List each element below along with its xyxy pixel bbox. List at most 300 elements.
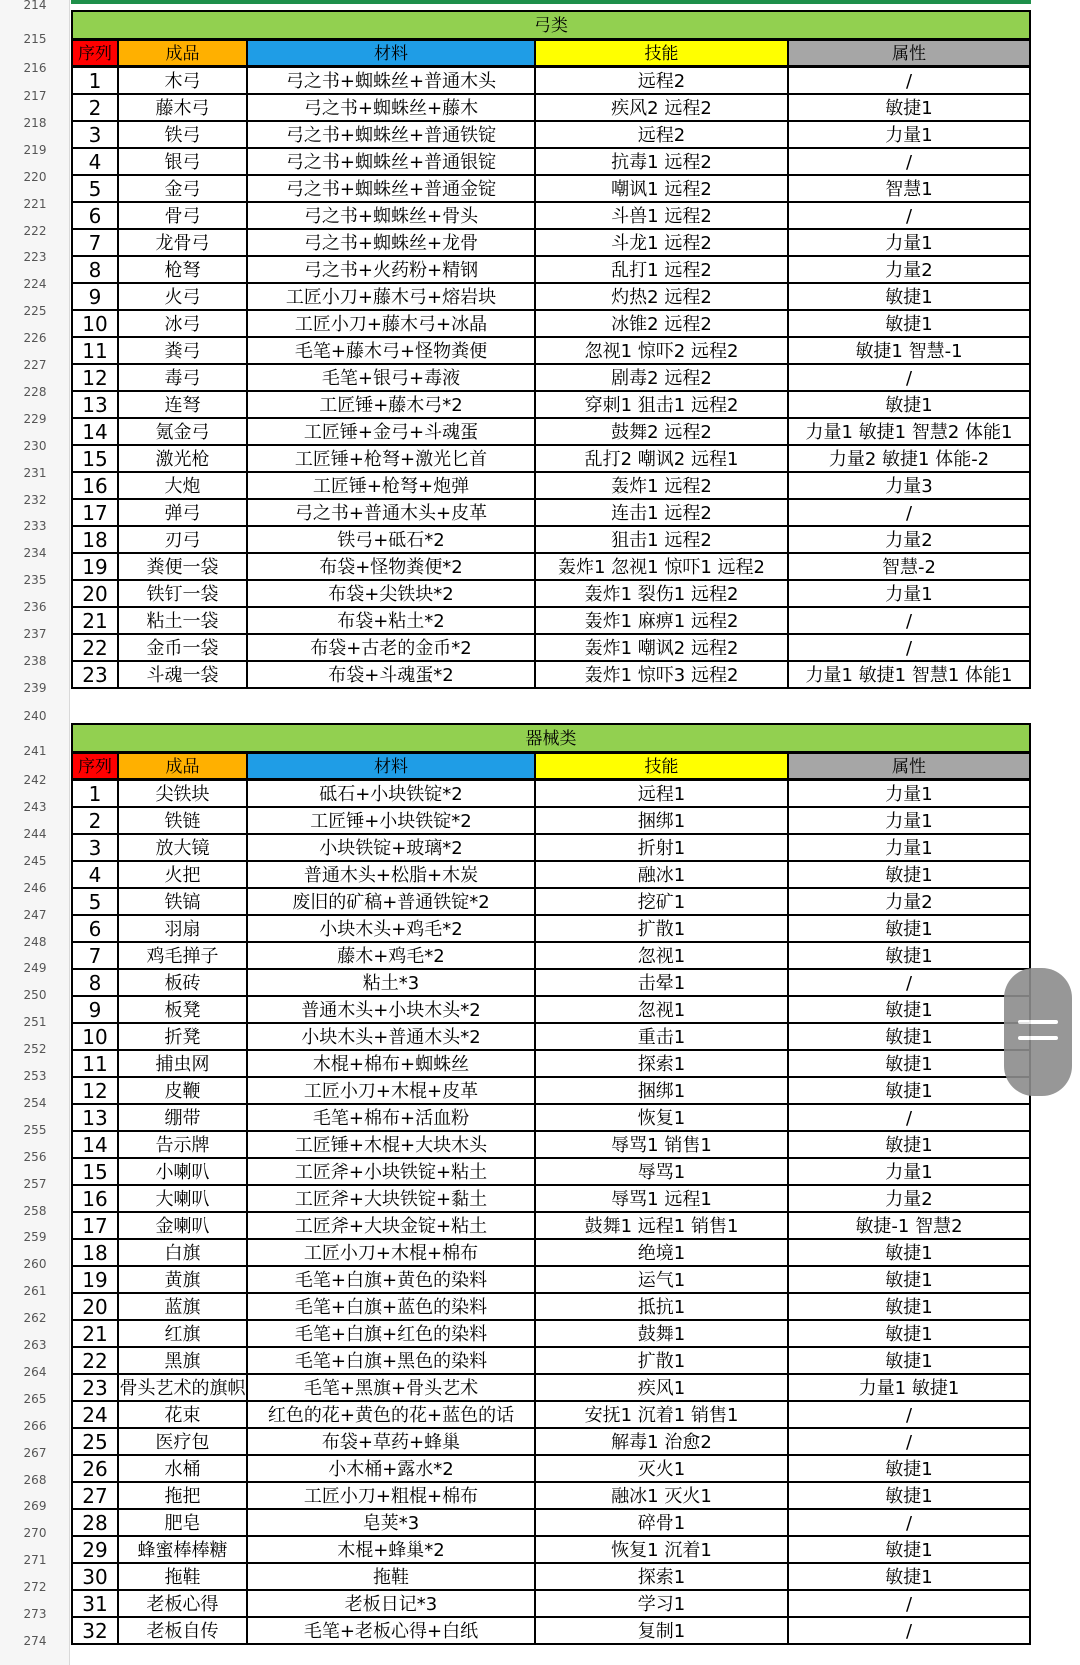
cell-attribute[interactable]: 力量2 [885, 530, 933, 551]
cell-seq[interactable]: 12 [73, 365, 119, 390]
cell-material[interactable]: 工匠小刀+木棍+棉布 [248, 1240, 536, 1265]
header-skill[interactable]: 技能 [536, 41, 789, 65]
cell-skill[interactable]: 嘲讽1 远程2 [536, 176, 789, 201]
cell-attribute[interactable]: / [905, 152, 913, 173]
cell-attribute[interactable]: / [905, 503, 913, 524]
row-number[interactable]: 268 [23, 1472, 47, 1487]
cell-attribute[interactable]: 力量2 [885, 892, 933, 913]
cell-seq[interactable]: 12 [73, 1078, 119, 1103]
cell-material[interactable]: 工匠锤+藤木弓*2 [248, 392, 536, 417]
row-number[interactable]: 255 [23, 1122, 47, 1137]
cell-skill[interactable]: 轰炸1 嘲讽2 远程2 [536, 635, 789, 660]
cell-attribute[interactable]: 敏捷1 [885, 1567, 933, 1588]
section-title[interactable]: 器械类 [71, 723, 1031, 754]
cell-seq[interactable]: 13 [73, 1105, 119, 1130]
cell-product[interactable]: 蜂蜜棒棒糖 [119, 1537, 248, 1562]
cell-attribute[interactable]: 力量1 [885, 125, 933, 146]
cell-skill[interactable]: 忽视1 [536, 997, 789, 1022]
cell-seq[interactable]: 14 [73, 1132, 119, 1157]
cell-attribute[interactable]: 力量1 [885, 1162, 933, 1183]
cell-skill[interactable]: 复制1 [536, 1618, 789, 1643]
cell-skill[interactable]: 挖矿1 [536, 889, 789, 914]
row-number[interactable]: 266 [23, 1418, 47, 1433]
cell-attribute[interactable]: / [905, 368, 913, 389]
cell-material[interactable]: 皂荚*3 [248, 1510, 536, 1535]
cell-attribute[interactable]: 力量1 [885, 811, 933, 832]
cell-product[interactable]: 尖铁块 [119, 781, 248, 806]
cell-material[interactable]: 拖鞋 [248, 1564, 536, 1589]
row-number[interactable]: 260 [23, 1257, 47, 1272]
row-number[interactable]: 250 [23, 988, 47, 1003]
cell-product[interactable]: 小喇叭 [119, 1159, 248, 1184]
cell-skill[interactable]: 鼓舞2 远程2 [536, 419, 789, 444]
cell-material[interactable]: 布袋+古老的金币*2 [248, 635, 536, 660]
cell-seq[interactable]: 6 [73, 916, 119, 941]
cell-material[interactable]: 工匠斧+小块铁锭+粘土 [248, 1159, 536, 1184]
cell-product[interactable]: 连弩 [119, 392, 248, 417]
section-title[interactable]: 弓类 [71, 10, 1031, 41]
row-number[interactable]: 272 [23, 1580, 47, 1595]
cell-skill[interactable]: 融冰1 灭火1 [536, 1483, 789, 1508]
cell-seq[interactable]: 2 [73, 95, 119, 120]
cell-material[interactable]: 布袋+尖铁块*2 [248, 581, 536, 606]
cell-attribute[interactable]: 力量1 [885, 584, 933, 605]
cell-seq[interactable]: 18 [73, 527, 119, 552]
cell-material[interactable]: 小块铁锭+玻璃*2 [248, 835, 536, 860]
cell-attribute[interactable]: 力量1 [885, 784, 933, 805]
cell-seq[interactable]: 16 [73, 473, 119, 498]
cell-seq[interactable]: 30 [73, 1564, 119, 1589]
row-number[interactable]: 227 [23, 358, 47, 372]
cell-material[interactable]: 工匠小刀+藤木弓+冰晶 [248, 311, 536, 336]
cell-attribute[interactable]: 力量1 敏捷1 智慧1 体能1 [805, 665, 1013, 686]
cell-material[interactable]: 工匠小刀+藤木弓+熔岩块 [248, 284, 536, 309]
cell-product[interactable]: 冰弓 [119, 311, 248, 336]
row-number[interactable]: 229 [23, 411, 47, 426]
cell-skill[interactable]: 鼓舞1 [536, 1321, 789, 1346]
cell-material[interactable]: 毛笔+白旗+蓝色的染料 [248, 1294, 536, 1319]
cell-skill[interactable]: 抗毒1 远程2 [536, 149, 789, 174]
cell-product[interactable]: 藤木弓 [119, 95, 248, 120]
cell-material[interactable]: 毛笔+银弓+毒液 [248, 365, 536, 390]
cell-seq[interactable]: 21 [73, 1321, 119, 1346]
row-number[interactable]: 241 [23, 744, 47, 758]
cell-skill[interactable]: 探索1 [536, 1564, 789, 1589]
cell-material[interactable]: 工匠锤+枪弩+炮弹 [248, 473, 536, 498]
cell-attribute[interactable]: / [905, 1621, 913, 1642]
cell-product[interactable]: 铁弓 [119, 122, 248, 147]
cell-product[interactable]: 骨弓 [119, 203, 248, 228]
cell-seq[interactable]: 5 [73, 889, 119, 914]
cell-attribute[interactable]: 敏捷1 [885, 946, 933, 967]
cell-skill[interactable]: 轰炸1 麻痹1 远程2 [536, 608, 789, 633]
cell-seq[interactable]: 15 [73, 446, 119, 471]
cell-skill[interactable]: 疾风2 远程2 [536, 95, 789, 120]
row-number[interactable]: 234 [23, 546, 47, 561]
cell-attribute[interactable]: 力量1 [885, 233, 933, 254]
cell-skill[interactable]: 安抚1 沉着1 销售1 [536, 1402, 789, 1427]
cell-product[interactable]: 鸡毛掸子 [119, 943, 248, 968]
cell-seq[interactable]: 3 [73, 122, 119, 147]
cell-skill[interactable]: 运气1 [536, 1267, 789, 1292]
cell-attribute[interactable]: 敏捷1 [885, 1054, 933, 1075]
row-number[interactable]: 259 [23, 1230, 47, 1245]
cell-attribute[interactable]: 敏捷1 [885, 1135, 933, 1156]
cell-material[interactable]: 工匠锤+枪弩+激光匕首 [248, 446, 536, 471]
cell-product[interactable]: 龙骨弓 [119, 230, 248, 255]
cell-seq[interactable]: 31 [73, 1591, 119, 1616]
row-number[interactable]: 253 [23, 1069, 47, 1083]
cell-attribute[interactable]: 敏捷1 [885, 1000, 933, 1021]
cell-material[interactable]: 红色的花+黄色的花+蓝色的话 [248, 1402, 536, 1427]
cell-skill[interactable]: 远程2 [536, 122, 789, 147]
cell-product[interactable]: 铁镐 [119, 889, 248, 914]
cell-attribute[interactable]: 力量1 敏捷1 智慧2 体能1 [805, 422, 1013, 443]
cell-seq[interactable]: 1 [73, 781, 119, 806]
cell-product[interactable]: 毒弓 [119, 365, 248, 390]
cell-seq[interactable]: 23 [73, 1375, 119, 1400]
row-number[interactable]: 258 [23, 1203, 47, 1218]
cell-material[interactable]: 毛笔+白旗+红色的染料 [248, 1321, 536, 1346]
cell-attribute[interactable]: 敏捷1 [885, 287, 933, 308]
cell-skill[interactable]: 穿刺1 狙击1 远程2 [536, 392, 789, 417]
cell-skill[interactable]: 鼓舞1 远程1 销售1 [536, 1213, 789, 1238]
cell-attribute[interactable]: 敏捷1 [885, 1540, 933, 1561]
row-number[interactable]: 265 [23, 1391, 47, 1406]
cell-skill[interactable]: 连击1 远程2 [536, 500, 789, 525]
cell-product[interactable]: 老板自传 [119, 1618, 248, 1643]
cell-material[interactable]: 木棍+蜂巢*2 [248, 1537, 536, 1562]
row-number[interactable]: 262 [23, 1311, 47, 1326]
cell-product[interactable]: 拖把 [119, 1483, 248, 1508]
row-number[interactable]: 274 [23, 1633, 47, 1648]
row-number[interactable]: 236 [23, 600, 47, 615]
cell-seq[interactable]: 13 [73, 392, 119, 417]
row-number[interactable]: 242 [23, 773, 47, 787]
cell-product[interactable]: 木弓 [119, 68, 248, 93]
cell-attribute[interactable]: 敏捷1 [885, 314, 933, 335]
row-number[interactable]: 223 [23, 250, 47, 265]
cell-material[interactable]: 工匠斧+大块金锭+粘土 [248, 1213, 536, 1238]
cell-skill[interactable]: 远程2 [536, 68, 789, 93]
cell-attribute[interactable]: 敏捷1 [885, 919, 933, 940]
row-number[interactable]: 267 [23, 1445, 47, 1460]
cell-skill[interactable]: 轰炸1 裂伤1 远程2 [536, 581, 789, 606]
cell-product[interactable]: 大喇叭 [119, 1186, 248, 1211]
cell-attribute[interactable]: 力量1 敏捷1 [858, 1378, 960, 1399]
cell-attribute[interactable]: / [905, 973, 913, 994]
cell-seq[interactable]: 19 [73, 554, 119, 579]
cell-skill[interactable]: 抵抗1 [536, 1294, 789, 1319]
cell-product[interactable]: 红旗 [119, 1321, 248, 1346]
cell-attribute[interactable]: 敏捷1 智慧-1 [855, 341, 963, 362]
cell-seq[interactable]: 27 [73, 1483, 119, 1508]
row-number[interactable]: 239 [23, 680, 47, 695]
cell-attribute[interactable]: 敏捷1 [885, 1027, 933, 1048]
cell-skill[interactable]: 重击1 [536, 1024, 789, 1049]
cell-seq[interactable]: 9 [73, 284, 119, 309]
cell-skill[interactable]: 捆绑1 [536, 1078, 789, 1103]
cell-product[interactable]: 黑旗 [119, 1348, 248, 1373]
cell-attribute[interactable]: 敏捷1 [885, 1486, 933, 1507]
cell-material[interactable]: 毛笔+藤木弓+怪物粪便 [248, 338, 536, 363]
cell-material[interactable]: 小木桶+露水*2 [248, 1456, 536, 1481]
cell-attribute[interactable]: 敏捷-1 智慧2 [855, 1216, 963, 1237]
cell-product[interactable]: 捕虫网 [119, 1051, 248, 1076]
row-number[interactable]: 226 [23, 331, 47, 346]
cell-product[interactable]: 铁链 [119, 808, 248, 833]
cell-seq[interactable]: 17 [73, 500, 119, 525]
cell-attribute[interactable]: 力量2 [885, 260, 933, 281]
cell-attribute[interactable]: 力量2 [885, 1189, 933, 1210]
row-number[interactable]: 231 [23, 465, 47, 480]
row-number[interactable]: 214 [23, 0, 47, 12]
cell-product[interactable]: 折凳 [119, 1024, 248, 1049]
cell-product[interactable]: 斗魂一袋 [119, 662, 248, 687]
cell-skill[interactable]: 远程1 [536, 781, 789, 806]
cell-material[interactable]: 铁弓+砥石*2 [248, 527, 536, 552]
row-number[interactable]: 246 [23, 880, 47, 895]
cell-product[interactable]: 老板心得 [119, 1591, 248, 1616]
row-number[interactable]: 237 [23, 627, 47, 641]
cell-material[interactable]: 弓之书+蜘蛛丝+藤木 [248, 95, 536, 120]
cell-product[interactable]: 铁钉一袋 [119, 581, 248, 606]
cell-seq[interactable]: 23 [73, 662, 119, 687]
row-number[interactable]: 248 [23, 934, 47, 949]
cell-seq[interactable]: 19 [73, 1267, 119, 1292]
cell-material[interactable]: 毛笔+棉布+活血粉 [248, 1105, 536, 1130]
cell-seq[interactable]: 24 [73, 1402, 119, 1427]
header-material[interactable]: 材料 [248, 41, 536, 65]
cell-product[interactable]: 羽扇 [119, 916, 248, 941]
cell-product[interactable]: 骨头艺术的旗帜 [119, 1375, 248, 1400]
cell-material[interactable]: 普通木头+小块木头*2 [248, 997, 536, 1022]
cell-seq[interactable]: 8 [73, 257, 119, 282]
row-number[interactable]: 251 [23, 1015, 47, 1030]
row-number[interactable]: 243 [23, 800, 47, 814]
row-number[interactable]: 218 [23, 115, 47, 130]
cell-attribute[interactable]: 敏捷1 [885, 1459, 933, 1480]
row-number[interactable]: 235 [23, 573, 47, 588]
header-seq[interactable]: 序列 [73, 754, 119, 778]
cell-seq[interactable]: 10 [73, 311, 119, 336]
row-number[interactable]: 230 [23, 438, 47, 453]
cell-material[interactable]: 废旧的矿稿+普通铁锭*2 [248, 889, 536, 914]
cell-seq[interactable]: 1 [73, 68, 119, 93]
cell-skill[interactable]: 乱打2 嘲讽2 远程1 [536, 446, 789, 471]
cell-attribute[interactable]: 敏捷1 [885, 865, 933, 886]
row-number[interactable]: 224 [23, 277, 47, 292]
header-skill[interactable]: 技能 [536, 754, 789, 778]
cell-skill[interactable]: 疾风1 [536, 1375, 789, 1400]
cell-skill[interactable]: 绝境1 [536, 1240, 789, 1265]
cell-product[interactable]: 大炮 [119, 473, 248, 498]
cell-attribute[interactable]: / [905, 611, 913, 632]
row-number[interactable]: 270 [23, 1526, 47, 1541]
cell-attribute[interactable]: 敏捷1 [885, 98, 933, 119]
row-number[interactable]: 245 [23, 853, 47, 868]
cell-material[interactable]: 弓之书+蜘蛛丝+骨头 [248, 203, 536, 228]
cell-material[interactable]: 毛笔+黑旗+骨头艺术 [248, 1375, 536, 1400]
cell-skill[interactable]: 狙击1 远程2 [536, 527, 789, 552]
cell-skill[interactable]: 学习1 [536, 1591, 789, 1616]
header-product[interactable]: 成品 [119, 754, 248, 778]
cell-product[interactable]: 银弓 [119, 149, 248, 174]
row-number[interactable]: 247 [23, 907, 47, 922]
cell-skill[interactable]: 解毒1 治愈2 [536, 1429, 789, 1454]
cell-seq[interactable]: 18 [73, 1240, 119, 1265]
cell-seq[interactable]: 29 [73, 1537, 119, 1562]
cell-attribute[interactable]: 敏捷1 [885, 1351, 933, 1372]
row-number[interactable]: 222 [23, 223, 47, 238]
row-number[interactable]: 238 [23, 653, 47, 668]
cell-skill[interactable]: 乱打1 远程2 [536, 257, 789, 282]
cell-material[interactable]: 布袋+粘土*2 [248, 608, 536, 633]
cell-seq[interactable]: 16 [73, 1186, 119, 1211]
cell-seq[interactable]: 7 [73, 230, 119, 255]
cell-seq[interactable]: 22 [73, 1348, 119, 1373]
cell-skill[interactable]: 忽视1 惊吓2 远程2 [536, 338, 789, 363]
row-number[interactable]: 273 [23, 1607, 47, 1621]
cell-skill[interactable]: 折射1 [536, 835, 789, 860]
row-number[interactable]: 215 [23, 32, 47, 46]
cell-attribute[interactable]: 力量3 [885, 476, 933, 497]
row-number[interactable]: 257 [23, 1176, 47, 1191]
cell-skill[interactable]: 扩散1 [536, 1348, 789, 1373]
cell-product[interactable]: 激光枪 [119, 446, 248, 471]
cell-seq[interactable]: 14 [73, 419, 119, 444]
row-number[interactable]: 219 [23, 142, 47, 157]
cell-material[interactable]: 弓之书+蜘蛛丝+普通银锭 [248, 149, 536, 174]
cell-attribute[interactable]: 敏捷1 [885, 1243, 933, 1264]
row-number[interactable]: 244 [23, 826, 47, 841]
cell-product[interactable]: 放大镜 [119, 835, 248, 860]
cell-product[interactable]: 告示牌 [119, 1132, 248, 1157]
cell-skill[interactable]: 忽视1 [536, 943, 789, 968]
cell-product[interactable]: 绷带 [119, 1105, 248, 1130]
row-number[interactable]: 254 [23, 1095, 47, 1110]
scroll-handle[interactable] [1004, 968, 1072, 1096]
row-number[interactable]: 256 [23, 1149, 47, 1164]
cell-seq[interactable]: 20 [73, 1294, 119, 1319]
cell-skill[interactable]: 轰炸1 远程2 [536, 473, 789, 498]
cell-skill[interactable]: 辱骂1 [536, 1159, 789, 1184]
cell-product[interactable]: 火弓 [119, 284, 248, 309]
cell-seq[interactable]: 15 [73, 1159, 119, 1184]
row-number[interactable]: 221 [23, 196, 47, 211]
cell-seq[interactable]: 2 [73, 808, 119, 833]
cell-material[interactable]: 弓之书+蜘蛛丝+普通金锭 [248, 176, 536, 201]
cell-product[interactable]: 拖鞋 [119, 1564, 248, 1589]
cell-skill[interactable]: 击晕1 [536, 970, 789, 995]
cell-attribute[interactable]: 敏捷1 [885, 1324, 933, 1345]
cell-material[interactable]: 小块木头+普通木头*2 [248, 1024, 536, 1049]
cell-product[interactable]: 金币一袋 [119, 635, 248, 660]
cell-product[interactable]: 氪金弓 [119, 419, 248, 444]
cell-skill[interactable]: 扩散1 [536, 916, 789, 941]
cell-attribute[interactable]: / [905, 1432, 913, 1453]
cell-product[interactable]: 火把 [119, 862, 248, 887]
cell-product[interactable]: 枪弩 [119, 257, 248, 282]
cell-material[interactable]: 藤木+鸡毛*2 [248, 943, 536, 968]
cell-seq[interactable]: 7 [73, 943, 119, 968]
cell-seq[interactable]: 3 [73, 835, 119, 860]
header-attribute[interactable]: 属性 [789, 41, 1029, 65]
cell-product[interactable]: 弹弓 [119, 500, 248, 525]
row-number[interactable]: 225 [23, 304, 47, 319]
cell-skill[interactable]: 斗龙1 远程2 [536, 230, 789, 255]
cell-product[interactable]: 刃弓 [119, 527, 248, 552]
row-number[interactable]: 252 [23, 1042, 47, 1057]
row-number[interactable]: 233 [23, 519, 47, 534]
cell-material[interactable]: 弓之书+蜘蛛丝+普通铁锭 [248, 122, 536, 147]
row-number[interactable]: 263 [23, 1338, 47, 1352]
cell-skill[interactable]: 轰炸1 忽视1 惊吓1 远程2 [536, 554, 789, 579]
cell-seq[interactable]: 32 [73, 1618, 119, 1643]
cell-material[interactable]: 布袋+草药+蜂巢 [248, 1429, 536, 1454]
cell-product[interactable]: 医疗包 [119, 1429, 248, 1454]
cell-product[interactable]: 粘土一袋 [119, 608, 248, 633]
cell-seq[interactable]: 11 [73, 1051, 119, 1076]
row-number[interactable]: 249 [23, 961, 47, 976]
cell-seq[interactable]: 11 [73, 338, 119, 363]
cell-skill[interactable]: 碎骨1 [536, 1510, 789, 1535]
cell-material[interactable]: 毛笔+老板心得+白纸 [248, 1618, 536, 1643]
cell-product[interactable]: 板凳 [119, 997, 248, 1022]
row-number[interactable]: 216 [23, 61, 47, 75]
cell-skill[interactable]: 辱骂1 远程1 [536, 1186, 789, 1211]
cell-product[interactable]: 黄旗 [119, 1267, 248, 1292]
cell-attribute[interactable]: 敏捷1 [885, 1297, 933, 1318]
cell-skill[interactable]: 剧毒2 远程2 [536, 365, 789, 390]
row-number[interactable]: 271 [23, 1553, 47, 1568]
cell-material[interactable]: 弓之书+普通木头+皮革 [248, 500, 536, 525]
cell-skill[interactable]: 冰锥2 远程2 [536, 311, 789, 336]
cell-material[interactable]: 毛笔+白旗+黑色的染料 [248, 1348, 536, 1373]
cell-seq[interactable]: 20 [73, 581, 119, 606]
cell-seq[interactable]: 9 [73, 997, 119, 1022]
cell-seq[interactable]: 8 [73, 970, 119, 995]
cell-product[interactable]: 肥皂 [119, 1510, 248, 1535]
cell-product[interactable]: 蓝旗 [119, 1294, 248, 1319]
cell-material[interactable]: 粘土*3 [248, 970, 536, 995]
cell-material[interactable]: 毛笔+白旗+黄色的染料 [248, 1267, 536, 1292]
cell-material[interactable]: 砥石+小块铁锭*2 [248, 781, 536, 806]
header-seq[interactable]: 序列 [73, 41, 119, 65]
row-number[interactable]: 240 [23, 709, 47, 723]
cell-skill[interactable]: 轰炸1 惊吓3 远程2 [536, 662, 789, 687]
cell-skill[interactable]: 灼热2 远程2 [536, 284, 789, 309]
row-number[interactable]: 232 [23, 492, 47, 507]
cell-attribute[interactable]: 敏捷1 [885, 395, 933, 416]
cell-material[interactable]: 弓之书+蜘蛛丝+普通木头 [248, 68, 536, 93]
cell-material[interactable]: 工匠斧+大块铁锭+黏土 [248, 1186, 536, 1211]
cell-material[interactable]: 布袋+斗魂蛋*2 [248, 662, 536, 687]
cell-attribute[interactable]: / [905, 1513, 913, 1534]
header-attribute[interactable]: 属性 [789, 754, 1029, 778]
cell-product[interactable]: 花束 [119, 1402, 248, 1427]
cell-seq[interactable]: 25 [73, 1429, 119, 1454]
cell-skill[interactable]: 恢复1 [536, 1105, 789, 1130]
cell-material[interactable]: 工匠锤+金弓+斗魂蛋 [248, 419, 536, 444]
cell-attribute[interactable]: / [905, 71, 913, 92]
cell-attribute[interactable]: 敏捷1 [885, 1270, 933, 1291]
cell-seq[interactable]: 17 [73, 1213, 119, 1238]
row-number[interactable]: 261 [23, 1284, 47, 1299]
cell-material[interactable]: 老板日记*3 [248, 1591, 536, 1616]
cell-attribute[interactable]: / [905, 638, 913, 659]
cell-seq[interactable]: 10 [73, 1024, 119, 1049]
